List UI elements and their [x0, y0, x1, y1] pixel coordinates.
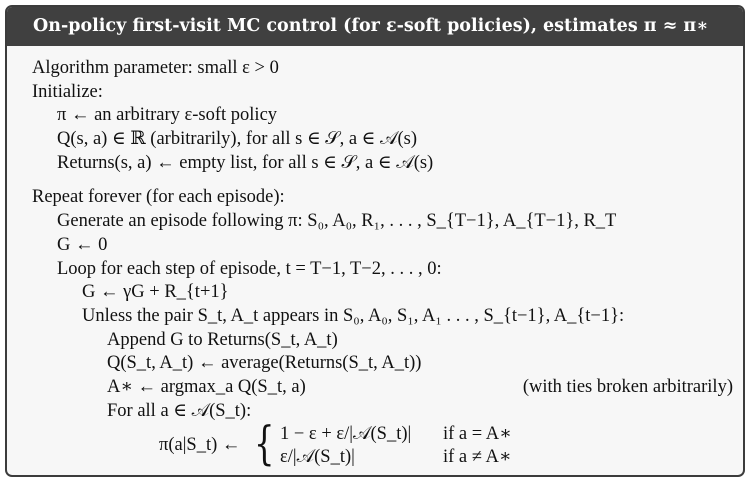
a-star-text: A∗ ← argmax_a Q(S_t, a): [107, 376, 306, 397]
line-init-q: Q(s, a) ∈ ℝ (arbitrarily), for all s ∈ 𝒮, a ∈ 𝒜(s): [57, 129, 418, 150]
line-q-update: Q(S_t, A_t) ← average(Returns(S_t, A_t)): [107, 353, 422, 374]
case2-value: ε/|𝒜(S_t)|: [280, 447, 355, 468]
ties-note: (with ties broken arbitrarily): [522, 376, 733, 397]
line-repeat: Repeat forever (for each episode):: [32, 187, 285, 208]
case1-condition: if a = A∗: [443, 424, 512, 445]
line-loop: Loop for each step of episode, t = T−1, T−2, . . . , 0:: [57, 258, 442, 279]
policy-update-lhs: π(a|S_t) ←: [159, 435, 241, 456]
line-generate-episode: Generate an episode following π: S₀, A₀, R₁, . . . , S_{T−1}, A_{T−1}, R_T: [57, 211, 617, 232]
line-parameter: Algorithm parameter: small ε > 0: [32, 58, 279, 78]
left-brace-icon: {: [254, 416, 275, 471]
section-gap: [32, 175, 743, 186]
line-initialize: Initialize:: [32, 81, 103, 102]
line-a-star: [32, 376, 743, 400]
line-append: Append G to Returns(S_t, A_t): [107, 329, 338, 350]
line-g-update: G ← γG + R_{t+1}: [82, 282, 229, 303]
algorithm-body: [7, 46, 743, 471]
line-init-returns: Returns(s, a) ← empty list, for all s ∈ 𝒮, a ∈ 𝒜(s): [57, 152, 434, 173]
case2-condition: if a ≠ A∗: [443, 447, 512, 468]
algorithm-title: On-policy first-visit MC control (for ε-soft policies), estimates π ≈ π∗: [7, 7, 743, 46]
line-init-policy: π ← an arbitrary ε-soft policy: [57, 105, 278, 126]
line-g-init: G ← 0: [57, 234, 108, 255]
line-unless: Unless the pair S_t, A_t appears in S₀, A₀, S₁, A₁ . . . , S_{t−1}, A_{t−1}:: [82, 305, 625, 326]
policy-update-cases: [32, 416, 743, 471]
line-for-all: For all a ∈ 𝒜(S_t):: [107, 400, 252, 421]
algorithm-box: [5, 5, 745, 477]
case1-value: 1 − ε + ε/|𝒜(S_t)|: [280, 424, 412, 445]
